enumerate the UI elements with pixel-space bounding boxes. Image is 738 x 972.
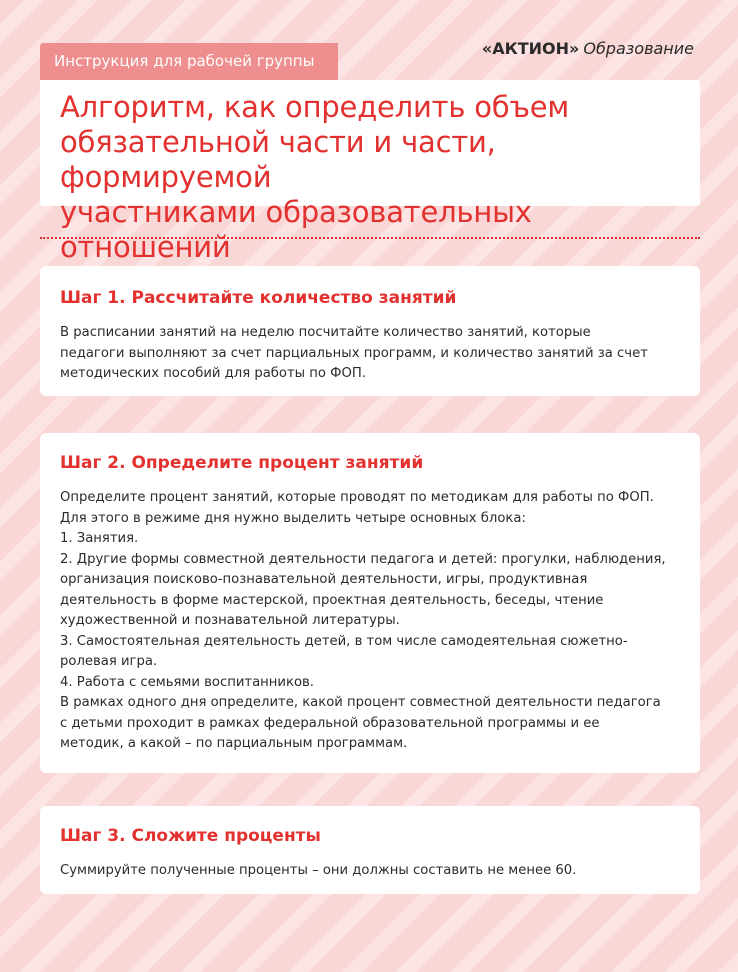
- title-panel: [40, 80, 700, 264]
- step-2-body: [60, 488, 678, 755]
- dotted-divider: [40, 237, 700, 241]
- step-3-title: Шаг 3. Сложите проценты: [60, 826, 321, 846]
- step-1-body: [60, 323, 678, 385]
- step-2-line: 1. Занятия.: [60, 531, 139, 546]
- step-1-line: В расписании занятий на неделю посчитайте количество занятий, которые: [60, 325, 591, 340]
- page-title-line-2: обязательной части и части, формируемой: [60, 125, 496, 194]
- step-1-card: [40, 266, 700, 396]
- step-2-line: организация поисково-познавательной деятельности, игры, продуктивная: [60, 572, 588, 587]
- brand-logo: [482, 38, 694, 60]
- step-2-line: с детьми проходит в рамках федеральной образовательной программы и ее: [60, 715, 600, 731]
- brand-logo-sub: Образование: [583, 39, 694, 58]
- step-3-line: Суммируйте полученные проценты – они должны составить не менее 60.: [60, 863, 577, 878]
- step-2-line: деятельность в форме мастерской, проектная деятельность, беседы, чтение: [60, 592, 604, 608]
- document-category-tag: Инструкция для рабочей группы: [40, 43, 338, 80]
- step-2-line: Определите процент занятий, которые проводят по методикам для работы по ФОП.: [60, 490, 654, 505]
- step-1-line: методических пособий для работы по ФОП.: [60, 366, 366, 381]
- step-2-line: Для этого в режиме дня нужно выделить четыре основных блока:: [60, 510, 526, 526]
- brand-logo-main: «АКТИОН»: [481, 39, 580, 58]
- step-1-title: Шаг 1. Рассчитайте количество занятий: [60, 288, 457, 308]
- step-2-line: 3. Самостоятельная деятельность детей, в том числе самодеятельная сюжетно-: [60, 633, 628, 649]
- page-title-line-3: участниками образовательных отношений: [60, 195, 532, 264]
- step-2-card: [40, 433, 700, 773]
- step-3-body: [60, 861, 678, 882]
- step-2-line: ролевая игра.: [60, 654, 158, 669]
- step-3-card: [40, 806, 700, 894]
- step-1-line: педагоги выполняют за счет парциальных программ, и количество занятий за счет: [60, 345, 648, 361]
- step-2-title: Шаг 2. Определите процент занятий: [60, 453, 424, 473]
- step-2-line: 2. Другие формы совместной деятельности педагога и детей: прогулки, наблюдения,: [60, 551, 666, 567]
- step-2-line: 4. Работа с семьями воспитанников.: [60, 674, 314, 690]
- page-title-line-1: Алгоритм, как определить объем: [60, 90, 570, 124]
- step-2-line: художественной и познавательной литературы.: [60, 613, 400, 628]
- step-2-line: В рамках одного дня определите, какой процент совместной деятельности педагога: [60, 695, 661, 710]
- step-2-line: методик, а какой – по парциальным программам.: [60, 736, 408, 751]
